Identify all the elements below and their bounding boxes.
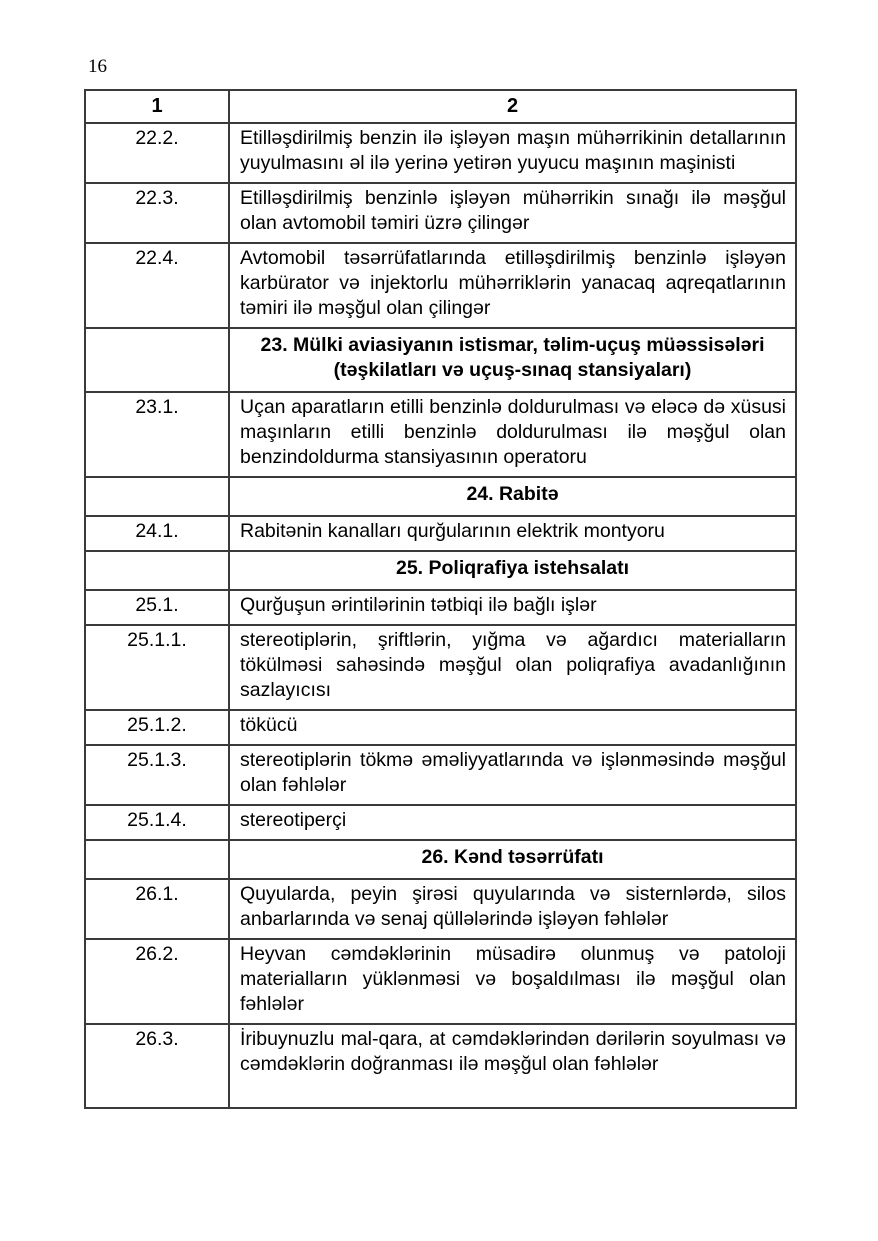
row-description: Etilləşdirilmiş benzinlə işləyən mühərrikin sınağı ilə məşğul olan avtomobil təmiri üzrə çilingər	[229, 183, 796, 243]
section-row	[85, 477, 796, 516]
table-row	[85, 879, 796, 939]
row-number-cell: 25.1.3.	[85, 745, 229, 805]
row-description: İribuynuzlu mal-qara, at cəmdəklərindən dərilərin soyulması və cəmdəklərin doğranması ilə məşğul olan fəhlələr	[229, 1024, 796, 1108]
row-number-cell: 25.1.1.	[85, 625, 229, 710]
section-title: 24. Rabitə	[229, 477, 796, 516]
row-number-cell: 26.1.	[85, 879, 229, 939]
row-number-cell: 25.1.	[85, 590, 229, 625]
row-number-cell	[85, 551, 229, 590]
table-header	[85, 90, 796, 123]
table-row	[85, 1024, 796, 1108]
row-description: Uçan aparatların etilli benzinlə doldurulması və eləcə də xüsusi maşınların etilli benzinlə doldurulması ilə məşğul olan benzindoldurma stansiyasının operatoru	[229, 392, 796, 477]
row-number-cell: 22.4.	[85, 243, 229, 328]
row-number-cell	[85, 477, 229, 516]
row-number-cell: 24.1.	[85, 516, 229, 551]
row-number-cell: 25.1.4.	[85, 805, 229, 840]
table-row	[85, 939, 796, 1024]
table-row	[85, 183, 796, 243]
section-title: 23. Mülki aviasiyanın istismar, təlim-uçuş müəssisələri (təşkilatları və uçuş-sınaq stansiyaları)	[229, 328, 796, 392]
column-header-2: 2	[229, 90, 796, 123]
table-row	[85, 243, 796, 328]
table-row	[85, 516, 796, 551]
row-description: stereotiplərin, şriftlərin, yığma və ağardıcı materialların tökülməsi sahəsində məşğul olan poliqrafiya avadanlığının sazlayıcısı	[229, 625, 796, 710]
row-number-cell	[85, 840, 229, 879]
row-description: Avtomobil təsərrüfatlarında etilləşdirilmiş benzinlə işləyən karbürator və injektorlu mühərriklərin yanacaq aqreqatlarının təmiri ilə məşğul olan çilingər	[229, 243, 796, 328]
column-header-1: 1	[85, 90, 229, 123]
page-number: 16	[88, 56, 107, 77]
occupations-table	[84, 89, 797, 1109]
row-number-cell	[85, 328, 229, 392]
row-number-cell: 25.1.2.	[85, 710, 229, 745]
row-description: Quyularda, peyin şirəsi quyularında və sisternlərdə, silos anbarlarında və senaj qüllələrində işləyən fəhlələr	[229, 879, 796, 939]
section-title: 26. Kənd təsərrüfatı	[229, 840, 796, 879]
row-number-cell: 26.3.	[85, 1024, 229, 1108]
occupations-table-body	[85, 123, 796, 1108]
section-row	[85, 840, 796, 879]
row-number-cell: 22.3.	[85, 183, 229, 243]
row-description: stereotiplərin tökmə əməliyyatlarında və işlənməsində məşğul olan fəhlələr	[229, 745, 796, 805]
row-description: Etilləşdirilmiş benzin ilə işləyən maşın mühərrikinin detallarının yuyulmasını əl ilə yerinə yetirən yuyucu maşının maşinisti	[229, 123, 796, 183]
row-description: tökücü	[229, 710, 796, 745]
table-row	[85, 392, 796, 477]
table-row	[85, 805, 796, 840]
table-row	[85, 123, 796, 183]
row-number-cell: 22.2.	[85, 123, 229, 183]
row-number-cell: 23.1.	[85, 392, 229, 477]
row-description: Rabitənin kanalları qurğularının elektrik montyoru	[229, 516, 796, 551]
section-row	[85, 328, 796, 392]
section-title: 25. Poliqrafiya istehsalatı	[229, 551, 796, 590]
table-row	[85, 710, 796, 745]
section-row	[85, 551, 796, 590]
row-description: stereotiperçi	[229, 805, 796, 840]
row-number-cell: 26.2.	[85, 939, 229, 1024]
table-row	[85, 745, 796, 805]
table-row	[85, 590, 796, 625]
row-description: Heyvan cəmdəklərinin müsadirə olunmuş və patoloji materialların yüklənməsi və boşaldılması ilə məşğul olan fəhlələr	[229, 939, 796, 1024]
table-row	[85, 625, 796, 710]
header-row	[85, 90, 796, 123]
row-description: Qurğuşun ərintilərinin tətbiqi ilə bağlı işlər	[229, 590, 796, 625]
